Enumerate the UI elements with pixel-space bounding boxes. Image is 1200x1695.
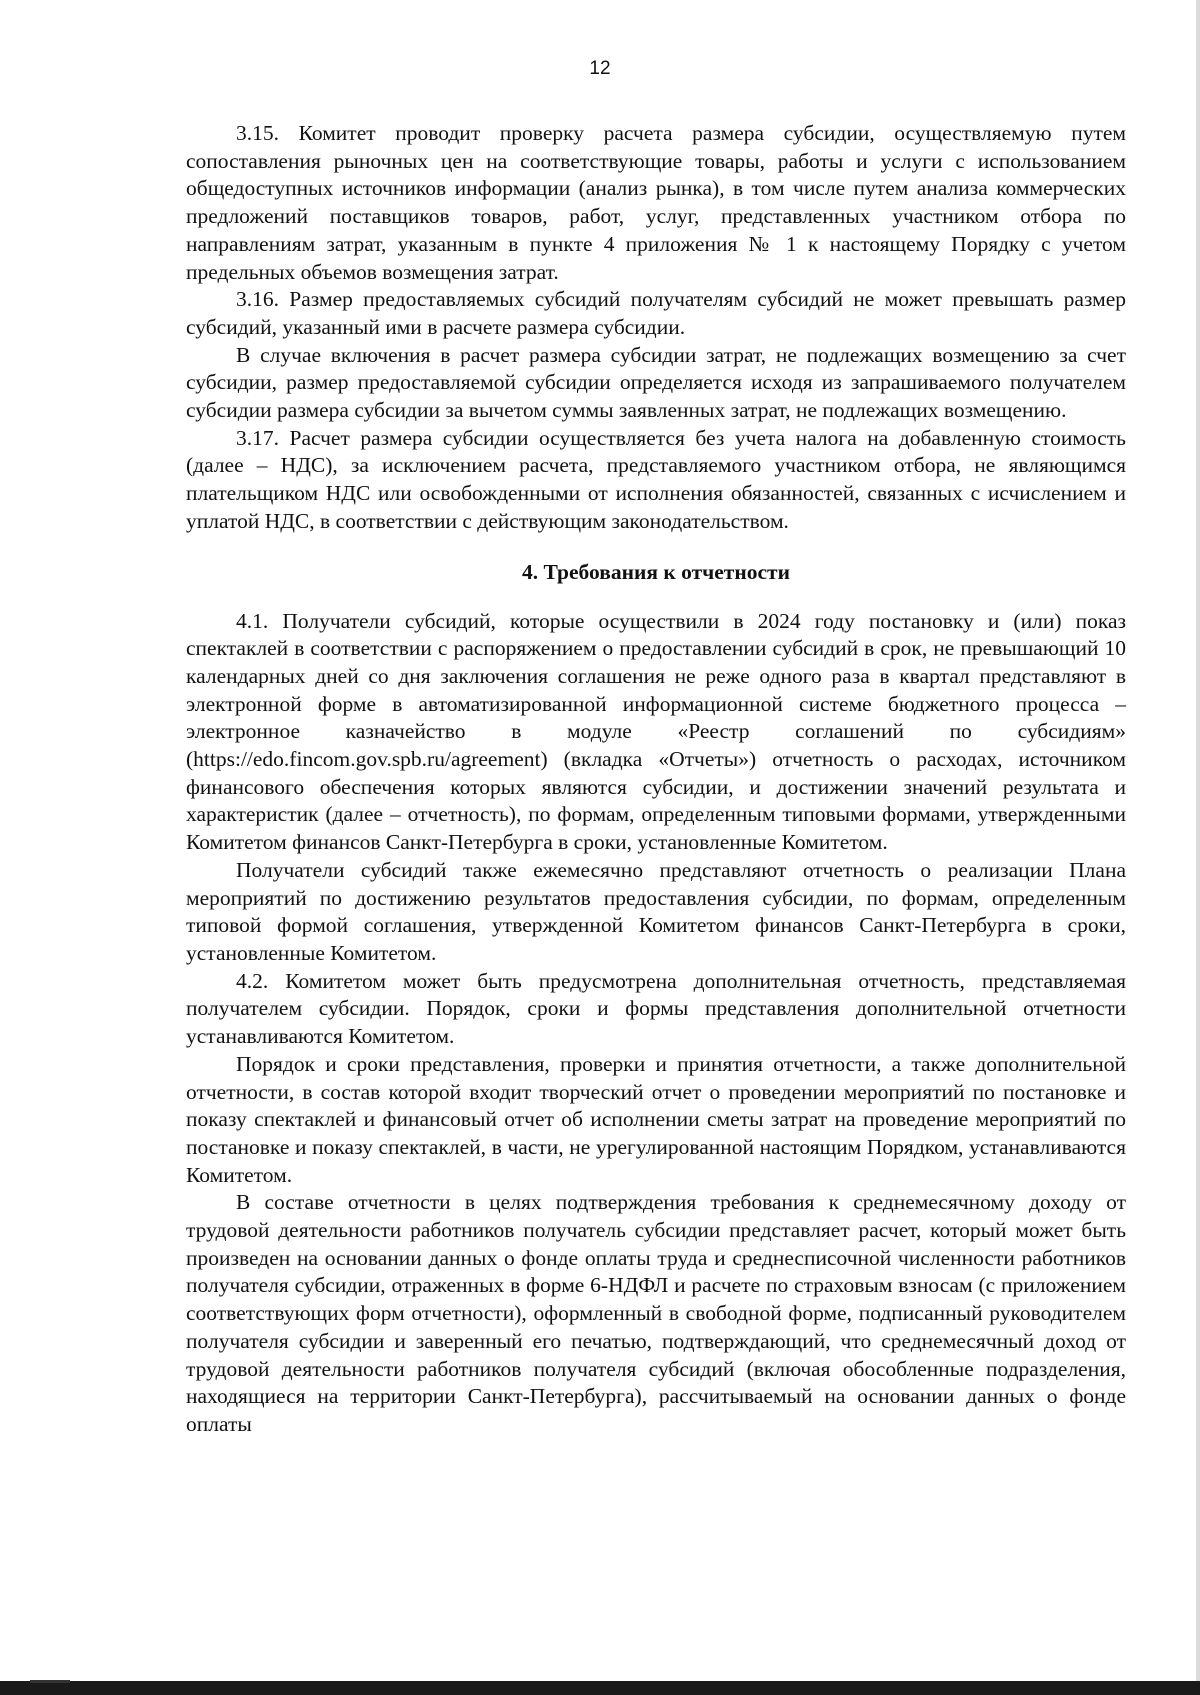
paragraph-3-17: 3.17. Расчет размера субсидии осуществляется без учета налога на добавленную стоимость (далее – НДС), за исключением расчета, представляемого участником отбора, не являющимся плательщиком НДС или освобожденными от исполнения обязанностей, связанных с исчислением и уплатой НДС, в соответствии с действующим законодательством. bbox=[186, 425, 1126, 533]
paragraph-4-2-income-calculation: В составе отчетности в целях подтверждения требования к среднемесячному доходу от трудовой деятельности работников получатель субсидии представляет расчет, который может быть произведен на основании данных о фонде оплаты труда и среднесписочной численности работников получателя субсидии, отраженных в форме 6-НДФЛ и расчете по страховым взносам (с приложением соответствующих форм отчетности), оформленный в свободной форме, подписанный руководителем получателя субсидии и заверенный его печатью, подтверждающий, что среднемесячный доход от трудовой деятельности работников получателя субсидий (включая обособленные подразделения, находящиеся на территории Санкт-Петербурга), рассчитываемый на основании данных о фонде оплаты bbox=[186, 1190, 1126, 1436]
page-number: 12 bbox=[589, 58, 611, 79]
paragraph-4-2-procedure: Порядок и сроки представления, проверки и принятия отчетности, а также дополнительной отчетности, в состав которой входит творческий отчет о проведении мероприятий по постановке и показу спектаклей и финансовый отчет об исполнении сметы затрат на проведение мероприятий по постановке и показу спектаклей, в части, не урегулированной настоящим Порядком, устанавливаются Комитетом. bbox=[186, 1051, 1126, 1187]
scan-bottom-mark bbox=[30, 1680, 70, 1683]
paragraph-4-2: 4.2. Комитетом может быть предусмотрена дополнительная отчетность, представляемая получателем субсидии. Порядок, сроки и формы представления дополнительной отчетности устанавливаются Комитетом. bbox=[186, 968, 1126, 1049]
scan-right-edge bbox=[1196, 0, 1200, 1695]
section-heading: 4. Требования к отчетности bbox=[522, 559, 790, 584]
paragraph-4-1: 4.1. Получатели субсидий, которые осуществили в 2024 году постановку и (или) показ спектаклей в соответствии с распоряжением о предоставлении субсидий в срок, не превышающий 10 календарных дней со дня заключения соглашения не реже одного раза в квартал представляют в электронной форме в автоматизированной информационной системе бюджетного процесса – электронное казначейство в модуле «Реестр соглашений по субсидиям» (https://edo.fincom.gov.spb.ru/agreement) (вкладка «Отчеты») отчетность о расходах, источником финансового обеспечения которых являются субсидии, и достижении значений результата и характеристик (далее – отчетность), по формам, определенным типовыми формами, утвержденными Комитетом финансов Санкт-Петербурга в сроки, установленные Комитетом. bbox=[186, 608, 1126, 855]
paragraph-3-16-continuation: В случае включения в расчет размера субсидии затрат, не подлежащих возмещению за счет субсидии, размер предоставляемой субсидии определяется исходя из запрашиваемого получателем субсидии размера субсидии за вычетом суммы заявленных затрат, не подлежащих возмещению. bbox=[186, 342, 1126, 423]
paragraph-4-1-continuation: Получатели субсидий также ежемесячно представляют отчетность о реализации Плана мероприятий по достижению результатов предоставления субсидии, по формам, определенным типовой формой соглашения, утвержденной Комитетом финансов Санкт-Петербурга в сроки, установленные Комитетом. bbox=[186, 857, 1126, 965]
scan-bottom-edge bbox=[0, 1681, 1200, 1695]
document-body bbox=[186, 120, 1126, 1439]
paragraph-3-16: 3.16. Размер предоставляемых субсидий получателям субсидий не может превышать размер субсидий, указанный ими в расчете размера субсидии. bbox=[186, 287, 1126, 339]
paragraph-3-15: 3.15. Комитет проводит проверку расчета размера субсидии, осуществляемую путем сопоставления рыночных цен на соответствующие товары, работы и услуги с использованием общедоступных источников информации (анализ рынка), в том числе путем анализа коммерческих предложений поставщиков товаров, работ, услуг, представленных участником отбора по направлениям затрат, указанным в пункте 4 приложения № 1 к настоящему Порядку с учетом предельных объемов возмещения затрат. bbox=[186, 121, 1126, 284]
